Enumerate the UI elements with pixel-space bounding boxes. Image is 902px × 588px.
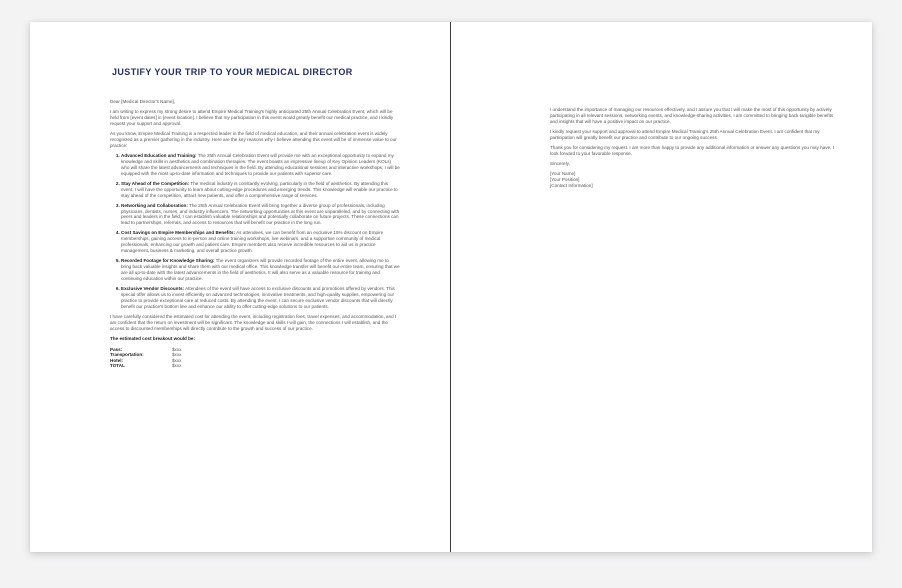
signature-block: [550, 171, 842, 189]
reason-item: [121, 153, 400, 177]
cost-amount: $xxx: [172, 362, 182, 368]
cost-amount: $xxx: [172, 357, 182, 363]
cost-amount: $xxx: [172, 346, 182, 352]
greeting: Dear [Medical Director's Name],: [110, 99, 175, 104]
intro-paragraph: As you know, Empire Medical Training is a respected leader in the field of medical education, and their annual celebration event is widely recognized as a premier gathering in the industry. Here are the key reasons why I believe attending this event will be of immense value to our practice:: [110, 131, 397, 148]
closing-paragraph: Thank you for considering my request. I am more than happy to provide any additional information or answer any questions you may have. I look forward to your favorable response.: [550, 144, 834, 156]
reason-text: As attendees, we can benefit from an exclusive 15% discount on Empire memberships, gaining access to in-person and online training workshops, live webinars, and a supportive community of medical professionals, enhancing our growth and patient care. Empire members also receive incredible resources to aid us in practice management, business & marketing, and overall practice growth.: [121, 230, 384, 254]
cost-label: Pass:: [110, 346, 123, 352]
cost-row: [110, 363, 181, 368]
document-title: JUSTIFY YOUR TRIP TO YOUR MEDICAL DIRECTOR: [112, 67, 353, 77]
sign-off: Sincerely,: [550, 160, 570, 166]
signature-contact: [Contact Information]: [550, 182, 593, 188]
reason-text: Attendees of the event will have access to exclusive discounts and promotions offered by vendors. This special offer allows us to invest efficiently on advanced technologies, innovative treatments, and high-quality supplies, empowering our practice to provide exceptional care at reduced costs. By attending the event, I can secure exclusive vendor discounts that will directly benefit our practice's bottom line and enhance our ability to offer cutting-edge solutions to our patients.: [121, 286, 395, 309]
reason-item: [121, 230, 400, 254]
signature-name: [Your Name]: [550, 171, 576, 176]
letter-body-right: [550, 107, 842, 189]
cost-label: Transportation:: [110, 352, 144, 358]
reason-heading: Cost Savings on Empire Memberships and Benefits:: [121, 230, 236, 236]
closing-paragraph: I kindly request your support and approval to attend Empire Medical Training's 25th Annual Celebration Event. I am confident that my participation will greatly benefit our practice and contribute to our ongoing success.: [550, 128, 820, 140]
signature-position: [Your Position]: [550, 176, 580, 182]
reason-text: The event organizers will provide recorded footage of the entire event, allowing me to bring back valuable insights and share them with our medical office. This knowledge transfer will benefit our entire team, ensuring that we are all up-to-date with the latest advancements in the field of aesthetics. It will also serve as a valuable resource for training and continuing education within our practice.: [121, 258, 400, 281]
cost-breakout-table: [110, 347, 181, 369]
cost-amount: $xxx: [172, 352, 182, 358]
reason-heading: Advanced Education and Training:: [121, 152, 197, 158]
closing-paragraph: I understand the importance of managing our resources effectively, and I assure you that I will make the most of this opportunity by actively participating in all relevant sessions, networking events, and knowledge-sharing activities. I am committed to bringing back tangible benefits and insights that will have a positive impact on our practice.: [550, 107, 834, 124]
reason-text: The 25th Annual Celebration Event will provide me with an exceptional opportunity to expand my knowledge and skills in aesthetics and combination therapies. The event boasts an impressive lineup of Key Opinion Leaders (KOLs) who will share the latest advancements and techniques in the field. By attending educational sessions and interactive workshops, I will be equipped with the most up-to-date information and techniques to provide our patients with superior care.: [121, 152, 400, 176]
cost-heading: The estimated cost breakout would be:: [110, 335, 195, 341]
reason-item: [121, 203, 400, 227]
reason-item: [121, 286, 400, 310]
cost-justification-paragraph: I have carefully considered the estimated cost for attending the event, including registration fees, travel expenses, and accommodation, and I am confident that the return on investment will be significant. The knowledge and skills I will gain, the connections I will establish, and the access to discounted memberships will directly contribute to the growth and success of our practice.: [110, 313, 397, 331]
reason-heading: Recorded Footage for Knowledge Sharing:: [121, 258, 215, 264]
right-page: [451, 22, 872, 552]
left-page: [30, 22, 450, 552]
intro-paragraph: I am writing to express my strong desire to attend Empire Medical Training's highly anticipated 25th Annual Celebration Event, which will be held from [event dates] in [event location]. I believe that my participation in this event would greatly benefit our medical practice, and I kindly request your support and approval.: [110, 109, 394, 126]
reason-item: [121, 181, 400, 199]
reason-text: The medical industry is constantly evolving, particularly in the field of aesthetics. By attending this event, I will have the opportunity to learn about cutting-edge procedures and emerging trends. This knowledge will enable our practice to stay ahead of the competition, attract new patients, and offer a comprehensive range of services.: [121, 180, 398, 198]
reason-heading: Networking and Collaboration:: [121, 202, 188, 208]
letter-body-left: [110, 99, 400, 368]
reason-text: The 25th Annual Celebration Event will bring together a diverse group of professionals, including physicians, dentists, nurses, and industry influencers. The networking opportunities at this event are unparalleled, and by connecting with peers and leaders in the field, I can establish valuable relationships and potentially collaborate on future projects. These connections can lead to partnerships, referrals, and access to resources that will benefit our practice in the long run.: [121, 202, 400, 226]
cost-label: Hotel:: [110, 357, 124, 363]
reason-item: [121, 258, 400, 282]
reasons-list: [110, 153, 400, 310]
reason-heading: Exclusive Vendor Discounts:: [121, 286, 185, 292]
reason-heading: Stay Ahead of the Competition:: [121, 180, 190, 186]
cost-label: TOTAL: [110, 362, 125, 368]
document-spread: [30, 22, 872, 552]
